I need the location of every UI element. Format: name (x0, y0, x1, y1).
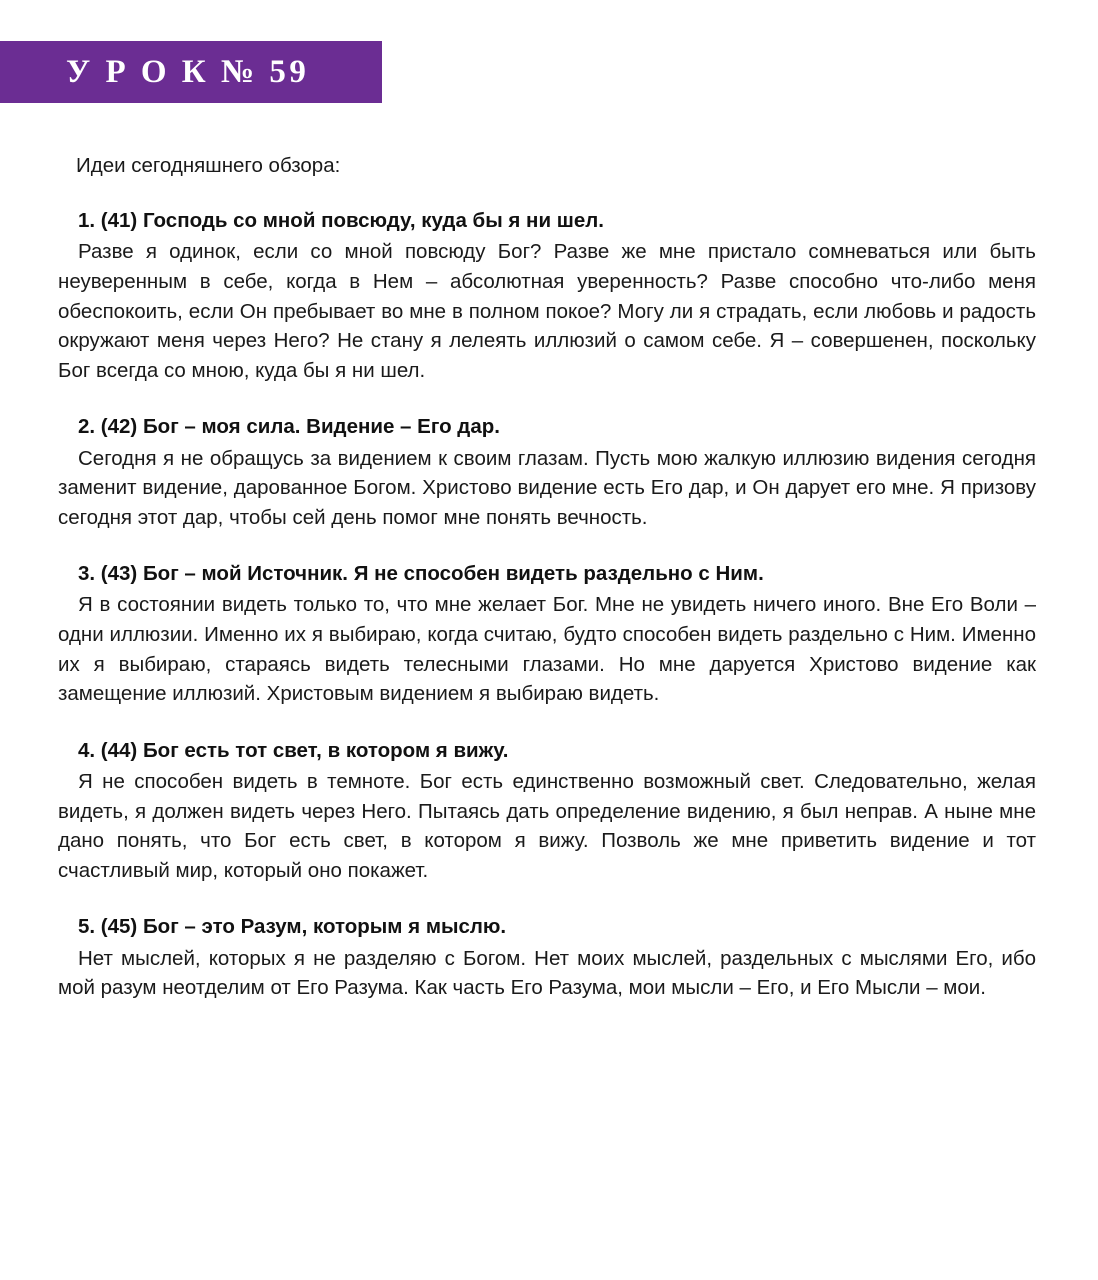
idea-body: Я в состоянии видеть только то, что мне желает Бог. Мне не увидеть ничего иного. Вне Его Воли – одни иллюзии. Именно их я выбираю, когда считаю, будто способен видеть раздельно с Ним. Именно их я выбираю, стараясь видеть телесными глазами. Но мне даруется Христово видение как замещение иллюзий. Христовым видением я выбираю видеть. (58, 593, 1036, 706)
idea-block (58, 559, 1036, 709)
idea-block (58, 912, 1036, 1002)
lesson-content (58, 152, 1036, 1003)
lesson-banner (0, 41, 382, 103)
idea-body: Разве я одинок, если со мной повсюду Бог? Разве же мне пристало сомневаться или быть неуверенным в себе, когда в Нем – абсолютная уверенность? Разве способно что-либо меня обеспокоить, если Он пребывает во мне в полном покое? Могу ли я страдать, если любовь и радость окружают меня через Него? Не стану я лелеять иллюзий о самом себе. Я – совершенен, поскольку Бог всегда со мною, куда бы я ни шел. (58, 240, 1036, 382)
idea-heading: 3. (43) Бог – мой Источник. Я не способен видеть раздельно с Ним. (78, 562, 764, 586)
idea-block (58, 206, 1036, 385)
idea-body: Сегодня я не обращусь за видением к своим глазам. Пусть мою жалкую иллюзию видения сегодня заменит видение, дарованное Богом. Христово видение есть Его дар, и Он дарует его мне. Я призову сегодня этот дар, чтобы сей день помог мне понять вечность. (58, 446, 1036, 529)
idea-heading: 2. (42) Бог – моя сила. Видение – Его дар. (78, 415, 500, 439)
idea-heading: 4. (44) Бог есть тот свет, в котором я вижу. (78, 738, 509, 762)
idea-block (58, 412, 1036, 532)
lesson-banner-title: У Р О К № 59 (66, 53, 310, 90)
idea-body: Я не способен видеть в темноте. Бог есть единственно возможный свет. Следовательно, желая видеть, я должен видеть через Него. Пытаясь дать определение видению, я был неправ. А ныне мне дано понять, что Бог есть свет, в котором я вижу. Позволь же мне приветить видение и тот счастливый мир, который оно покажет. (58, 770, 1036, 882)
idea-body: Нет мыслей, которых я не разделяю с Богом. Нет моих мыслей, раздельных с мыслями Его, ибо мой разум неотделим от Его Разума. Как часть Его Разума, мои мысли – Его, и Его Мысли – мои. (58, 946, 1036, 1000)
idea-block (58, 736, 1036, 886)
intro-line: Идеи сегодняшнего обзора: (76, 154, 341, 177)
idea-heading: 5. (45) Бог – это Разум, которым я мыслю. (78, 915, 507, 939)
idea-heading: 1. (41) Господь со мной повсюду, куда бы я ни шел. (78, 209, 604, 233)
